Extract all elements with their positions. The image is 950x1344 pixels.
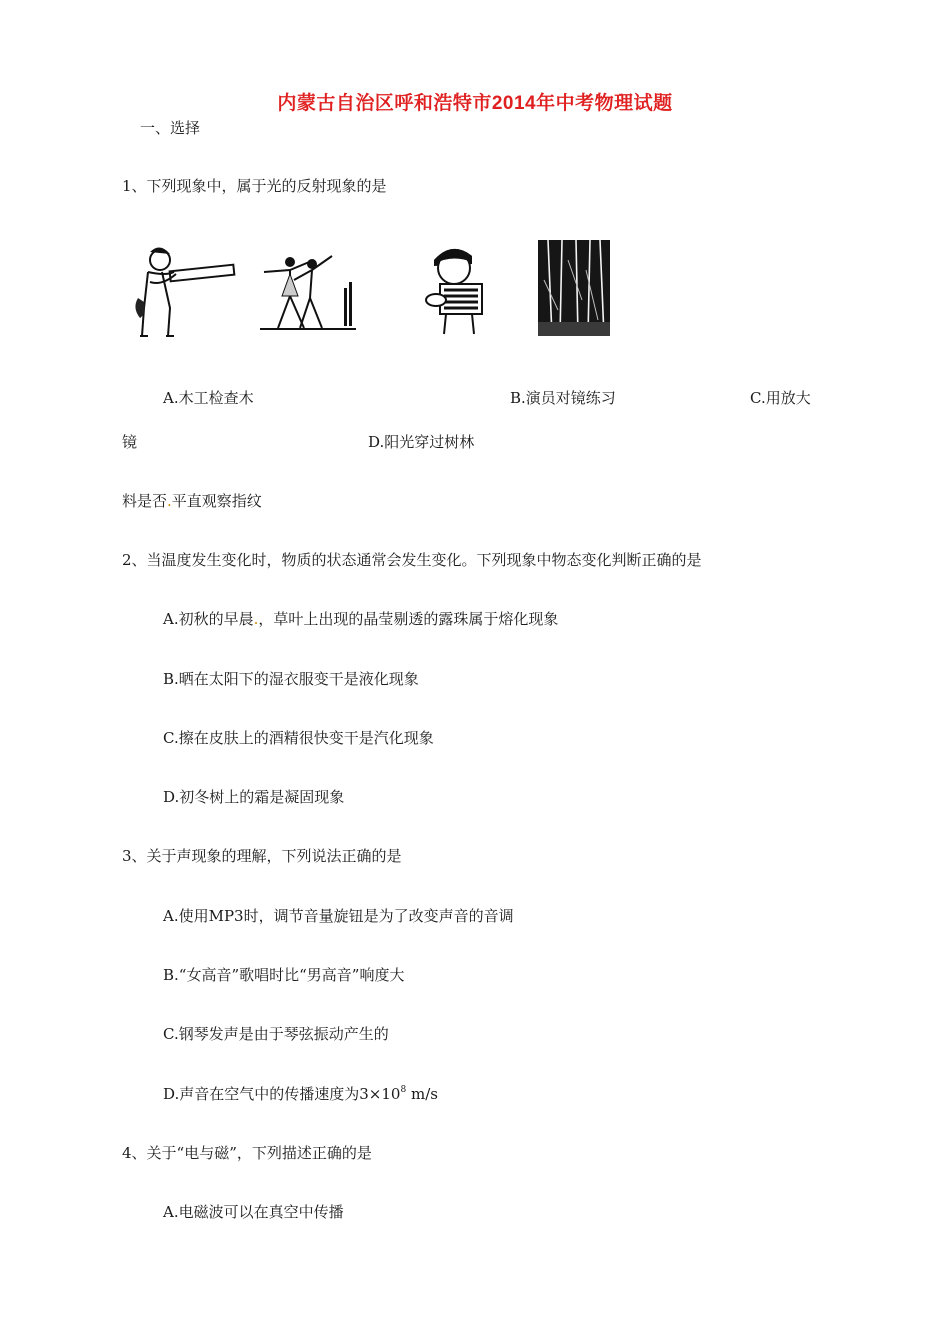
page-title: 内蒙古自治区呼和浩特市2014年中考物理试题 (277, 93, 673, 114)
dancers-mirror-figure (260, 252, 356, 332)
q1-option-c: C.用放大 (750, 389, 811, 407)
q3-option-a: A.使用MP3时，调节音量旋钮是为了改变声音的音调 (163, 907, 514, 925)
question-2-stem: 2、当温度发生变化时，物质的状态通常会发生变化。下列现象中物态变化判断正确的是 (122, 551, 702, 569)
q1-option-a-continued: 料是否.平直观察指纹 (122, 492, 262, 510)
magnifier-boy-figure (416, 240, 502, 336)
question-1-stem: 1、下列现象中，属于光的反射现象的是 (122, 177, 387, 195)
question-4-stem: 4、关于“电与磁”，下列描述正确的是 (122, 1144, 372, 1162)
q2-option-d: D.初冬树上的霜是凝固现象 (163, 788, 345, 806)
q1-option-d: D.阳光穿过树林 (368, 433, 475, 451)
q2-option-c: C.擦在皮肤上的酒精很快变干是汽化现象 (163, 729, 434, 747)
q4-option-a: A.电磁波可以在真空中传播 (163, 1203, 344, 1221)
forest-sunlight-figure (538, 240, 610, 336)
q3-option-b: B.“女高音”歌唱时比“男高音”响度大 (163, 966, 405, 984)
q3-option-d: D.声音在空气中的传播速度为$3\times 10^8$ m/s (163, 1085, 438, 1103)
q2-option-a: A.初秋的早晨.，草叶上出现的晶莹剔透的露珠属于熔化现象 (163, 610, 559, 628)
q1-option-a: A.木工检查木 (163, 389, 254, 407)
section-heading: 一、选择 (140, 119, 201, 137)
q1-option-c-continued: 镜 (122, 433, 138, 451)
q1-option-b: B.演员对镜练习 (510, 389, 616, 407)
q3-option-c: C.钢琴发声是由于琴弦振动产生的 (163, 1025, 389, 1043)
question-3-stem: 3、关于声现象的理解，下列说法正确的是 (122, 847, 402, 865)
carpenter-figure (126, 238, 238, 340)
q2-option-b: B.晒在太阳下的湿衣服变干是液化现象 (163, 670, 419, 688)
